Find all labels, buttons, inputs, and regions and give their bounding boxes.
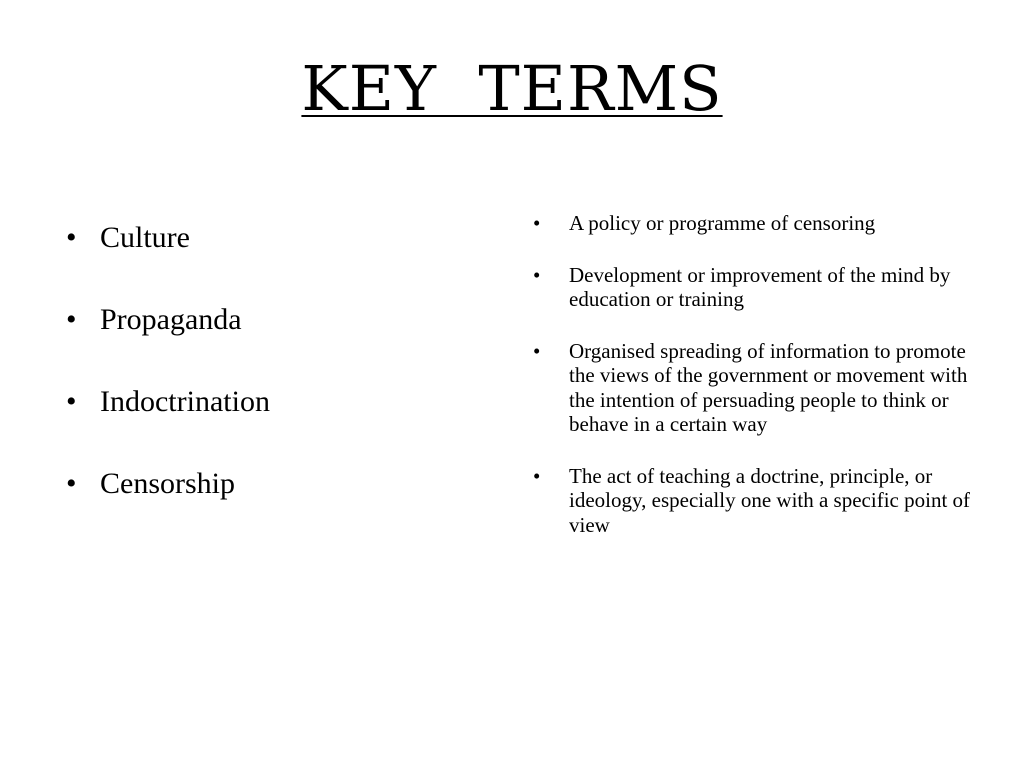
definition-item-3: • Organised spreading of information to promote the views of the government or movement with the intention of persuading people to think or behave in a certain way (533, 339, 973, 437)
definition-item-2: • Development or improvement of the mind by education or training (533, 263, 973, 312)
definition-item-1: • A policy or programme of censoring (533, 211, 973, 236)
term-item-culture: • Culture (66, 218, 486, 258)
definition-item-4: • The act of teaching a doctrine, principle, or ideology, especially one with a specific point of view (533, 464, 973, 538)
term-item-propaganda: • Propaganda (66, 300, 486, 340)
term-item-censorship: • Censorship (66, 464, 486, 504)
terms-list (66, 218, 486, 546)
slide-title (0, 52, 1024, 126)
slide-title-text: KEY TERMS (301, 52, 723, 125)
term-item-indoctrination: • Indoctrination (66, 382, 486, 422)
definitions-list (533, 211, 973, 564)
